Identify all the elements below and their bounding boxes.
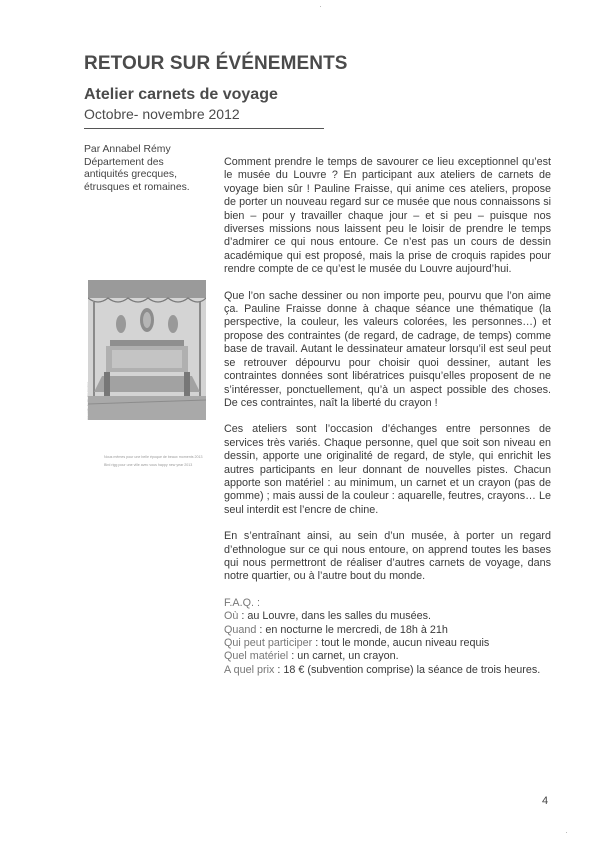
figure-caption [104, 453, 234, 469]
article-title: Atelier carnets de voyage [84, 86, 278, 103]
faq-question: Qui peut participer [224, 637, 313, 649]
faq-question: Quand [224, 623, 257, 636]
watercolor-illustration [88, 280, 206, 420]
faq-answer: : un carnet, un crayon. [288, 650, 399, 663]
department-line: étrusques et romaines. [84, 181, 190, 193]
faq-question: Où [224, 610, 239, 623]
faq-answer: : tout le monde, aucun niveau requis [312, 637, 490, 649]
title-divider [84, 128, 324, 129]
faq-question: Quel matériel [224, 650, 289, 663]
scan-speck [566, 832, 567, 833]
faq-answer: : en nocturne le mercredi, de 18h à 21h [256, 623, 448, 636]
faq-answer: : au Louvre, dans les salles du musées. [238, 610, 432, 623]
department-line: Département des [84, 156, 164, 168]
body-paragraph: En s’entraînant ainsi, au sein d’un musée, à porter un regard d’ethnologue sur ce qui nous entoure, on apprend toutes les bases qui nous permettront de réaliser d’autres carnets de voyage, dans notre quartier, ou à l’autre bout du monde. [224, 530, 551, 583]
faq-answer: : 18 € (subvention comprise) la séance de trois heures. [274, 663, 541, 676]
body-paragraph: Que l’on sache dessiner ou non importe peu, pourvu que l’on aime ça. Pauline Fraisse donne à chaque séance une thématique (la perspective, la couleur, les valeurs colorées, les personnes…) et propose des contraintes (de regard, de cadrage, de temps) comme base de travail. Autant le dessinateur amateur lorsqu’il est seul peut se retrouver dépourvu pour choisir quoi dessiner, autant les contraintes données sont libératrices puisqu’elles proposent de ne s’intéresser, ponctuellement, qu’à un aspect possible des choses. De ces contraintes, naît la liberté du crayon ! [224, 289, 551, 409]
faq-item [224, 637, 551, 650]
faq-item [224, 624, 551, 637]
faq-item [224, 650, 551, 663]
faq-section [224, 597, 551, 677]
body-paragraph: Comment prendre le temps de savourer ce lieu exceptionnel qu’est le musée du Louvre ? En participant aux ateliers de carnets de voyage bien sûr ! Pauline Fraisse, qui anime ces ateliers, propose de porter un nouveau regard sur ce musée que nous connaissons si bien – pour y travailler chaque jour – et si peu – puisque nos diverses missions nous laissent peu le loisir de prendre le temps d’admirer ce qui nous entoure. Ce n’est pas un cours de dessin académique qui est proposé, mais la prise de croquis rapides pour rendre compte de ce qu’est le musée du Louvre aujourd’hui. [224, 156, 551, 276]
caption-line: Nous mêmes pour une belle époque de beaux moments 2013 [104, 455, 203, 459]
scan-speck [320, 6, 321, 7]
body-paragraph: Ces ateliers sont l’occasion d’échanges entre personnes de services très variés. Chaque personne, quel que soit son niveau en dessin, apporte une originalité de regard, de style, qui enrichit les autres participants en leur donnant de nouvelles pistes. Chacun apporte son matériel : au minimum, un carnet et un crayon (pas de gomme) ; mais aussi de la couleur : aquarelle, feutres, crayons… Le seul interdit est l’encre de chine. [224, 423, 551, 516]
department-line: antiquités grecques, [84, 169, 177, 180]
article-body [224, 156, 551, 677]
faq-item [224, 664, 551, 677]
faq-question: A quel prix [224, 663, 275, 676]
article-date: Octobre- novembre 2012 [84, 106, 240, 122]
page-number: 4 [542, 795, 549, 807]
author-name: Par Annabel Rémy [84, 144, 171, 155]
faq-heading: F.A.Q. : [224, 596, 260, 609]
faq-item [224, 610, 551, 623]
byline [84, 144, 209, 194]
section-title: RETOUR SUR ÉVÉNEMENTS [84, 53, 348, 74]
caption-line: Bird rigg pour une ville avec vous happy new year 2013 [104, 463, 193, 467]
illustration-drawing [88, 280, 206, 420]
